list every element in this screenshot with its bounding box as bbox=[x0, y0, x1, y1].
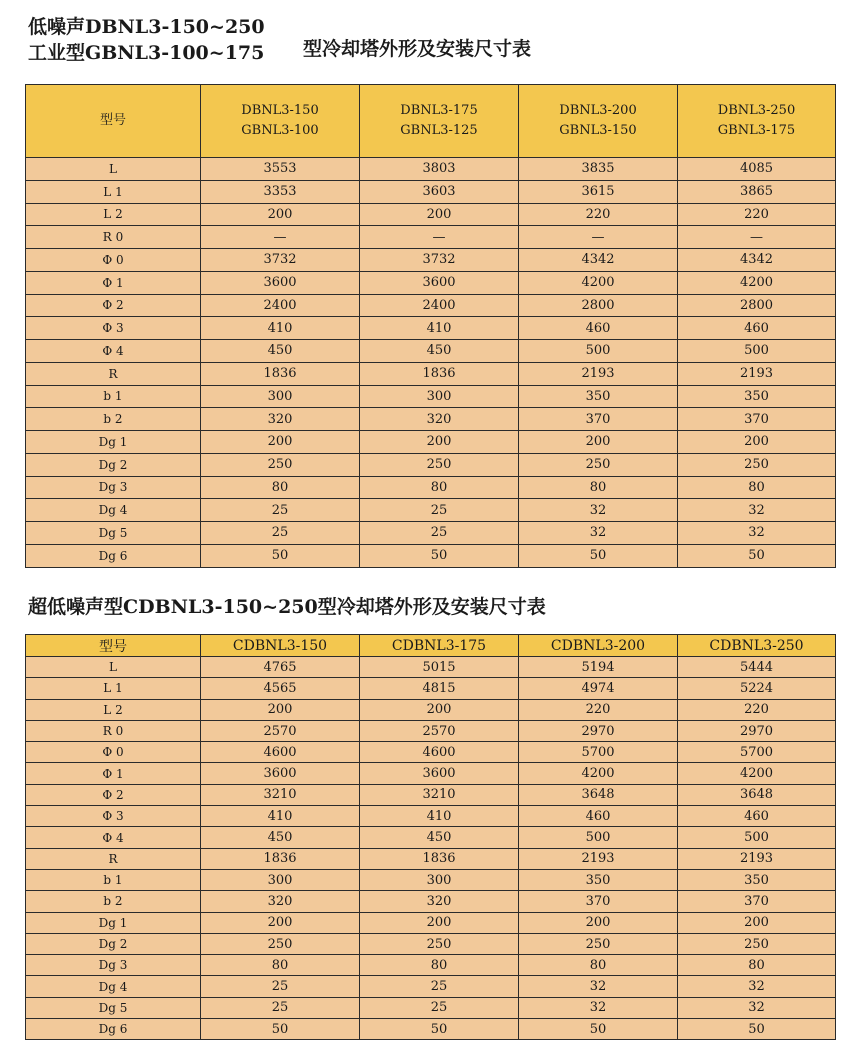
table-row bbox=[26, 522, 836, 545]
table-cell: 460 bbox=[678, 317, 836, 340]
table-cell: 320 bbox=[201, 408, 360, 431]
table-cell: 370 bbox=[678, 408, 836, 431]
table-row bbox=[26, 408, 836, 431]
table-cell: 25 bbox=[360, 522, 519, 545]
table-cell: 2800 bbox=[678, 294, 836, 317]
row-label: b 2 bbox=[26, 408, 201, 431]
table-cell: 4815 bbox=[360, 678, 519, 699]
table2-title: 超低噪声型CDBNL3-150~250型冷却塔外形及安装尺寸表 bbox=[28, 596, 546, 618]
row-label: Dg 5 bbox=[26, 522, 201, 545]
table-cell: 500 bbox=[678, 340, 836, 363]
table-cell: 3865 bbox=[678, 180, 836, 203]
row-label: Dg 4 bbox=[26, 499, 201, 522]
table-row bbox=[26, 180, 836, 203]
table-cell: 80 bbox=[519, 955, 678, 976]
table-cell: 4200 bbox=[678, 271, 836, 294]
table-cell: 4200 bbox=[519, 763, 678, 784]
table-cell: 4974 bbox=[519, 678, 678, 699]
table-cell: 410 bbox=[360, 806, 519, 827]
header-model-cell bbox=[678, 85, 836, 158]
table-cell: 3648 bbox=[519, 784, 678, 805]
table-cell: 3803 bbox=[360, 158, 519, 181]
table-cell: 250 bbox=[678, 453, 836, 476]
model-name: DBNL3-250 bbox=[717, 103, 796, 118]
table-cell: 410 bbox=[360, 317, 519, 340]
table-row bbox=[26, 848, 836, 869]
row-label: Dg 1 bbox=[26, 431, 201, 454]
table-cell: 220 bbox=[519, 699, 678, 720]
table-cell: 1836 bbox=[201, 848, 360, 869]
table-cell: — bbox=[360, 226, 519, 249]
table-cell: — bbox=[519, 226, 678, 249]
table-row bbox=[26, 544, 836, 567]
table-cell: 3210 bbox=[201, 784, 360, 805]
table-cell: 32 bbox=[678, 976, 836, 997]
table-row bbox=[26, 271, 836, 294]
table-cell: 200 bbox=[678, 912, 836, 933]
table-cell: 50 bbox=[360, 1019, 519, 1040]
model-name: DBNL3-150 bbox=[241, 103, 319, 118]
row-label: Dg 4 bbox=[26, 976, 201, 997]
table-cell: 4085 bbox=[678, 158, 836, 181]
table-cell: 2970 bbox=[678, 720, 836, 741]
table-cell: 2193 bbox=[519, 362, 678, 385]
table1-title-suffix: 型冷却塔外形及安装尺寸表 bbox=[303, 38, 532, 60]
header-model-cell: CDBNL3-250 bbox=[678, 635, 836, 657]
table-cell: 460 bbox=[678, 806, 836, 827]
table-cell: 450 bbox=[201, 827, 360, 848]
table-cell: 3210 bbox=[360, 784, 519, 805]
table-cell: 200 bbox=[360, 699, 519, 720]
header-model-cell: CDBNL3-150 bbox=[201, 635, 360, 657]
table-cell: 4565 bbox=[201, 678, 360, 699]
table-cell: 80 bbox=[201, 955, 360, 976]
header-model-label: 型号 bbox=[26, 85, 201, 158]
table-cell: 460 bbox=[519, 806, 678, 827]
table-row bbox=[26, 976, 836, 997]
table-cell: 250 bbox=[519, 453, 678, 476]
table-cell: 320 bbox=[360, 891, 519, 912]
row-label: R bbox=[26, 848, 201, 869]
table-cell: 3600 bbox=[201, 763, 360, 784]
table-cell: 32 bbox=[678, 997, 836, 1018]
row-label: L 2 bbox=[26, 699, 201, 720]
table-cell: 410 bbox=[201, 317, 360, 340]
table-cell: 220 bbox=[519, 203, 678, 226]
table-cell: 2570 bbox=[201, 720, 360, 741]
model-name: GBNL3-100 bbox=[241, 123, 319, 138]
table-cell: 1836 bbox=[201, 362, 360, 385]
table-cell: 450 bbox=[360, 340, 519, 363]
row-label: Dg 3 bbox=[26, 476, 201, 499]
row-label: R bbox=[26, 362, 201, 385]
table-row bbox=[26, 294, 836, 317]
table-row bbox=[26, 827, 836, 848]
table-cell: 50 bbox=[678, 544, 836, 567]
table-cell: 300 bbox=[360, 385, 519, 408]
table-cell: 25 bbox=[201, 976, 360, 997]
table-cell: 3835 bbox=[519, 158, 678, 181]
table-row bbox=[26, 340, 836, 363]
table1-title-line1: 低噪声DBNL3-150~250 bbox=[28, 16, 265, 38]
table-row bbox=[26, 203, 836, 226]
row-label: R 0 bbox=[26, 720, 201, 741]
table-cell: 410 bbox=[201, 806, 360, 827]
table-cell: 300 bbox=[360, 869, 519, 890]
table-row bbox=[26, 784, 836, 805]
table-cell: 3732 bbox=[201, 249, 360, 272]
row-label: Φ 2 bbox=[26, 784, 201, 805]
table-cell: 3600 bbox=[360, 763, 519, 784]
row-label: b 2 bbox=[26, 891, 201, 912]
table-row bbox=[26, 249, 836, 272]
table-row bbox=[26, 657, 836, 678]
table-row bbox=[26, 385, 836, 408]
table-row bbox=[26, 933, 836, 954]
table-cell: 350 bbox=[678, 869, 836, 890]
header-model-cell bbox=[201, 85, 360, 158]
table-row bbox=[26, 678, 836, 699]
row-label: R 0 bbox=[26, 226, 201, 249]
model-name: GBNL3-125 bbox=[400, 123, 478, 138]
row-label: Φ 0 bbox=[26, 249, 201, 272]
table-row bbox=[26, 806, 836, 827]
table-cell: 4600 bbox=[201, 742, 360, 763]
table-cell: 200 bbox=[201, 912, 360, 933]
table-cell: 25 bbox=[201, 499, 360, 522]
table-cell: 370 bbox=[519, 891, 678, 912]
table-cell: 80 bbox=[360, 955, 519, 976]
table-cell: 2193 bbox=[678, 848, 836, 869]
table-cell: 80 bbox=[360, 476, 519, 499]
row-label: L bbox=[26, 657, 201, 678]
table-cell: 32 bbox=[678, 522, 836, 545]
table-cell: 320 bbox=[360, 408, 519, 431]
header-model-cell bbox=[360, 85, 519, 158]
dimensions-table-standard bbox=[25, 84, 836, 568]
row-label: Dg 6 bbox=[26, 1019, 201, 1040]
table-cell: 250 bbox=[360, 933, 519, 954]
table-cell: 5700 bbox=[519, 742, 678, 763]
table-cell: 80 bbox=[519, 476, 678, 499]
table-cell: 4200 bbox=[519, 271, 678, 294]
table-cell: 4600 bbox=[360, 742, 519, 763]
table-row bbox=[26, 742, 836, 763]
table-row bbox=[26, 499, 836, 522]
model-name: DBNL3-200 bbox=[559, 103, 637, 118]
table-cell: 25 bbox=[201, 522, 360, 545]
table-cell: 300 bbox=[201, 869, 360, 890]
table-row bbox=[26, 699, 836, 720]
table-cell: 500 bbox=[678, 827, 836, 848]
row-label: Dg 2 bbox=[26, 453, 201, 476]
table-cell: 5444 bbox=[678, 657, 836, 678]
table-cell: 450 bbox=[201, 340, 360, 363]
table-cell: 350 bbox=[678, 385, 836, 408]
table-cell: 80 bbox=[201, 476, 360, 499]
table-cell: 350 bbox=[519, 869, 678, 890]
table-cell: 50 bbox=[360, 544, 519, 567]
table-cell: 50 bbox=[201, 544, 360, 567]
row-label: Φ 4 bbox=[26, 340, 201, 363]
table-cell: 200 bbox=[360, 203, 519, 226]
table-cell: 32 bbox=[519, 997, 678, 1018]
row-label: Φ 3 bbox=[26, 317, 201, 340]
table-row bbox=[26, 869, 836, 890]
table-cell: 50 bbox=[678, 1019, 836, 1040]
table-cell: 1836 bbox=[360, 362, 519, 385]
table-cell: 2193 bbox=[519, 848, 678, 869]
table-cell: 450 bbox=[360, 827, 519, 848]
table-cell: 4342 bbox=[519, 249, 678, 272]
table-cell: 25 bbox=[201, 997, 360, 1018]
table-cell: 5194 bbox=[519, 657, 678, 678]
table-cell: 3353 bbox=[201, 180, 360, 203]
table-cell: 3553 bbox=[201, 158, 360, 181]
table-cell: 3615 bbox=[519, 180, 678, 203]
table-cell: 80 bbox=[678, 955, 836, 976]
header-model-cell: CDBNL3-175 bbox=[360, 635, 519, 657]
table-cell: 50 bbox=[519, 544, 678, 567]
table-cell: 5015 bbox=[360, 657, 519, 678]
table-row bbox=[26, 317, 836, 340]
table-cell: 200 bbox=[519, 912, 678, 933]
table-cell: 5700 bbox=[678, 742, 836, 763]
table-cell: 350 bbox=[519, 385, 678, 408]
table-cell: 200 bbox=[201, 203, 360, 226]
table-cell: 200 bbox=[201, 699, 360, 720]
model-name: GBNL3-175 bbox=[717, 123, 796, 138]
table-row bbox=[26, 1019, 836, 1040]
row-label: L 1 bbox=[26, 180, 201, 203]
table-row bbox=[26, 431, 836, 454]
table-row bbox=[26, 912, 836, 933]
table-cell: 370 bbox=[519, 408, 678, 431]
table-cell: 1836 bbox=[360, 848, 519, 869]
table-cell: 25 bbox=[360, 997, 519, 1018]
table-cell: 4342 bbox=[678, 249, 836, 272]
table-cell: 320 bbox=[201, 891, 360, 912]
table-cell: 300 bbox=[201, 385, 360, 408]
table-cell: 250 bbox=[678, 933, 836, 954]
header-model-cell bbox=[519, 85, 678, 158]
table1-title bbox=[28, 14, 265, 66]
row-label: Φ 4 bbox=[26, 827, 201, 848]
table-cell: 200 bbox=[360, 912, 519, 933]
table-cell: — bbox=[201, 226, 360, 249]
table-cell: 32 bbox=[519, 976, 678, 997]
table-cell: 200 bbox=[678, 431, 836, 454]
table-cell: 2400 bbox=[201, 294, 360, 317]
table-row bbox=[26, 453, 836, 476]
row-label: Φ 0 bbox=[26, 742, 201, 763]
table-row bbox=[26, 362, 836, 385]
table-cell: 370 bbox=[678, 891, 836, 912]
row-label: Φ 2 bbox=[26, 294, 201, 317]
row-label: Dg 3 bbox=[26, 955, 201, 976]
table-cell: 2970 bbox=[519, 720, 678, 741]
table-cell: 4765 bbox=[201, 657, 360, 678]
table-cell: 3603 bbox=[360, 180, 519, 203]
table-cell: 250 bbox=[360, 453, 519, 476]
table-cell: 250 bbox=[201, 453, 360, 476]
table-cell: 200 bbox=[519, 431, 678, 454]
table-cell: 2800 bbox=[519, 294, 678, 317]
row-label: L bbox=[26, 158, 201, 181]
table-cell: 3600 bbox=[201, 271, 360, 294]
row-label: b 1 bbox=[26, 869, 201, 890]
row-label: Dg 6 bbox=[26, 544, 201, 567]
table-cell: 5224 bbox=[678, 678, 836, 699]
table-cell: 2193 bbox=[678, 362, 836, 385]
table-cell: 200 bbox=[201, 431, 360, 454]
table-cell: 3648 bbox=[678, 784, 836, 805]
table-header-row bbox=[26, 85, 836, 158]
table-row bbox=[26, 763, 836, 784]
table-cell: 25 bbox=[360, 976, 519, 997]
table-row bbox=[26, 891, 836, 912]
table-row bbox=[26, 997, 836, 1018]
table-header-row bbox=[26, 635, 836, 657]
table-cell: 50 bbox=[519, 1019, 678, 1040]
row-label: Dg 1 bbox=[26, 912, 201, 933]
table-cell: 250 bbox=[201, 933, 360, 954]
model-name: DBNL3-175 bbox=[400, 103, 478, 118]
table-row bbox=[26, 476, 836, 499]
header-model-cell: CDBNL3-200 bbox=[519, 635, 678, 657]
table-cell: 460 bbox=[519, 317, 678, 340]
row-label: L 1 bbox=[26, 678, 201, 699]
row-label: b 1 bbox=[26, 385, 201, 408]
row-label: Φ 1 bbox=[26, 271, 201, 294]
table-cell: 500 bbox=[519, 827, 678, 848]
table-cell: 32 bbox=[678, 499, 836, 522]
table-cell: 50 bbox=[201, 1019, 360, 1040]
table-row bbox=[26, 955, 836, 976]
row-label: L 2 bbox=[26, 203, 201, 226]
model-name: GBNL3-150 bbox=[559, 123, 637, 138]
table-cell: 80 bbox=[678, 476, 836, 499]
table-cell: 4200 bbox=[678, 763, 836, 784]
row-label: Φ 3 bbox=[26, 806, 201, 827]
table-cell: 2570 bbox=[360, 720, 519, 741]
dimensions-table-ultra-low-noise bbox=[25, 634, 836, 1040]
header-model-label: 型号 bbox=[26, 635, 201, 657]
table-cell: 250 bbox=[519, 933, 678, 954]
table-cell: 220 bbox=[678, 203, 836, 226]
table-cell: 32 bbox=[519, 499, 678, 522]
table-row bbox=[26, 226, 836, 249]
row-label: Dg 2 bbox=[26, 933, 201, 954]
table-cell: 200 bbox=[360, 431, 519, 454]
table-cell: 25 bbox=[360, 499, 519, 522]
table1-title-line2: 工业型GBNL3-100~175 bbox=[28, 42, 265, 64]
table-cell: 220 bbox=[678, 699, 836, 720]
table-cell: 500 bbox=[519, 340, 678, 363]
table-cell: — bbox=[678, 226, 836, 249]
row-label: Φ 1 bbox=[26, 763, 201, 784]
table-cell: 32 bbox=[519, 522, 678, 545]
table-cell: 3732 bbox=[360, 249, 519, 272]
row-label: Dg 5 bbox=[26, 997, 201, 1018]
table-cell: 3600 bbox=[360, 271, 519, 294]
table-row bbox=[26, 158, 836, 181]
table-cell: 2400 bbox=[360, 294, 519, 317]
table-row bbox=[26, 720, 836, 741]
